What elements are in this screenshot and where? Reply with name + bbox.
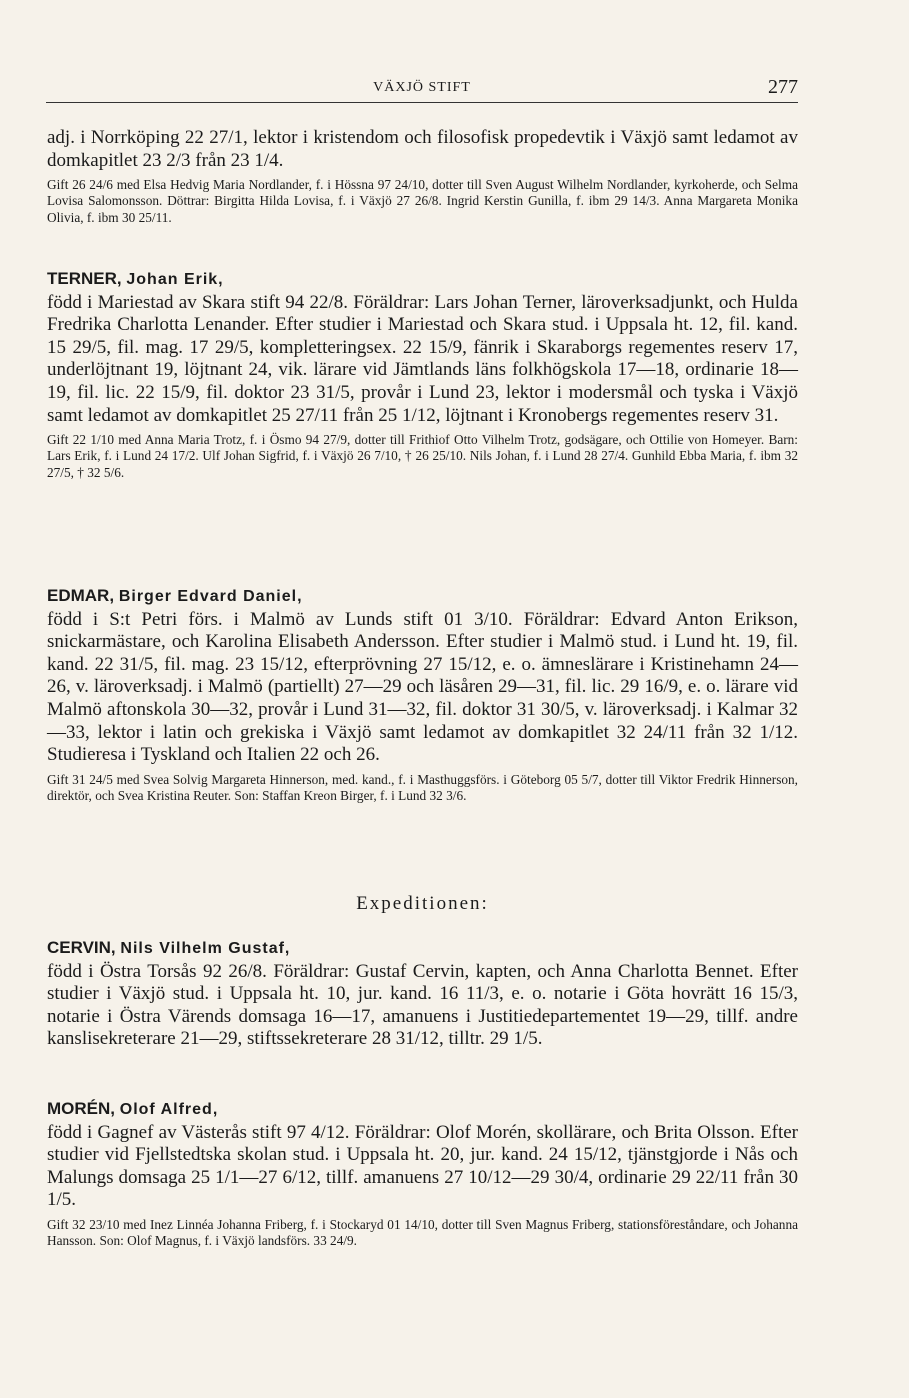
entry-biography: född i Östra Torsås 92 26/8. Föräldrar: Gustaf Cervin, kapten, och Anna Charlotta Bennet. Efter studier i Växjö stud. i Uppsala ht. 10, jur. kand. 16 11/3, e. o. notarie i Göta hovrätt 16 15/3, notarie i Östra Värends domsaga 16—17, amanuens i Justitiedepartementet 19—29, tillf. andre kanslisekreterare 21—29, stiftssekreterare 28 31/12, tilltr. 29 1/5. (47, 960, 798, 1050)
entry-surname: CERVIN, (47, 938, 116, 957)
entry-family: Gift 32 23/10 med Inez Linnéa Johanna Friberg, f. i Stockaryd 01 14/10, dotter till Sven Magnus Friberg, stationsföreståndare, och Johanna Hansson. Son: Olof Magnus, f. i Växjö landsförs. 33 24/9. (47, 1216, 798, 1249)
entry-biography: född i Mariestad av Skara stift 94 22/8. Föräldrar: Lars Johan Terner, läroverksadjunkt, och Hulda Fredrika Charlotta Lenander. Efter studier i Mariestad och Skara stud. i Uppsala ht. 12, fil. kand. 15 29/5, fil. mag. 17 29/5, kompletteringsex. 22 15/9, fänrik i Skaraborgs regementes reserv 17, underlöjtnant 19, löjtnant 24, vik. lärare vid Jämtlands läns folkhögskola 17—18, ordinarie 18—19, fil. lic. 22 15/9, fil. doktor 23 31/5, provår i Lund 23, lektor i modersmål och tyska i Växjö samt ledamot av domkapitlet 25 27/11 från 25 1/12, löjtnant i Kronobergs regementes reserv 31. (47, 291, 798, 426)
entry-name (47, 1098, 798, 1122)
entry-family: Gift 31 24/5 med Svea Solvig Margareta Hinnerson, med. kand., f. i Masthuggsförs. i Göteborg 05 5/7, dotter till Viktor Fredrik Hinnerson, direktör, och Svea Kristina Reuter. Son: Staffan Kreon Birger, f. i Lund 32 3/6. (47, 771, 798, 804)
entry-surname: MORÉN, (47, 1099, 115, 1118)
continued-biography: adj. i Norrköping 22 27/1, lektor i kristendom och filosofisk propedevtik i Växjö samt ledamot av domkapitlet 23 2/3 från 23 1/4. (47, 127, 798, 171)
entry-given-names: Birger Edvard Daniel, (118, 588, 303, 605)
entry-terner (47, 268, 798, 481)
entry-moren (47, 1098, 798, 1250)
page-header (46, 70, 798, 103)
entry-surname: EDMAR, (47, 586, 115, 605)
entry-biography: född i Gagnef av Västerås stift 97 4/12. Föräldrar: Olof Morén, skollärare, och Brita Olsson. Efter studier vid Fjellstedtska skolan stud. i Uppsala ht. 20, jur. kand. 24 15/12, tjänstgjorde i Nås och Malungs domsaga 25 1/1—27 6/12, tillf. amanuens 27 10/12—29 30/4, ordinarie 29 22/11 från 30 1/5. (47, 1121, 798, 1211)
entry-family: Gift 22 1/10 med Anna Maria Trotz, f. i Ösmo 94 27/9, dotter till Frithiof Otto Vilhelm Trotz, godsägare, och Ottilie von Homeyer. Barn: Lars Erik, f. i Lund 24 17/2. Ulf Johan Sigfrid, f. i Växjö 26 7/10, † 26 25/10. Nils Johan, f. i Lund 28 27/4. Gunhild Ebba Maria, f. ibm 32 27/5, † 32 5/6. (47, 432, 798, 480)
continued-entry (47, 127, 798, 226)
section-heading: Expeditionen: (356, 893, 489, 914)
entry-name (47, 937, 798, 961)
continued-family: Gift 26 24/6 med Elsa Hedvig Maria Nordlander, f. i Hössna 97 24/10, dotter till Sven August Wilhelm Nordlander, kyrkoherde, och Selma Lovisa Salomonsson. Döttrar: Birgitta Hilda Lovisa, f. i Växjö 27 26/8. Ingrid Kerstin Gunilla, f. ibm 29 14/3. Anna Margareta Monika Olivia, f. ibm 30 25/11. (47, 177, 798, 225)
entry-cervin (47, 937, 798, 1051)
entry-name (47, 268, 798, 292)
entry-given-names: Johan Erik, (126, 271, 224, 288)
page-number: 277 (768, 76, 798, 98)
entry-biography: född i S:t Petri förs. i Malmö av Lunds stift 01 3/10. Föräldrar: Edvard Anton Erikson, snickarmästare, och Karolina Elisabeth Andersson. Efter studier i Malmö stud. i Lund ht. 19, fil. kand. 22 31/5, fil. mag. 23 15/12, efterprövning 27 15/12, e. o. ämneslärare i Kristinehamn 24—26, v. läroverksadj. i Malmö (partiellt) 27—29 och läsåren 29—31, fil. lic. 29 16/9, e. o. lärare vid Malmö aftonskola 30—32, provår i Lund 31—32, fil. doktor 31 30/5, v. läroverksadj. i Kalmar 32—33, lektor i latin och grekiska i Växjö samt ledamot av domkapitlet 32 24/11 från 32 1/12. Studieresa i Tyskland och Italien 22 och 26. (47, 608, 798, 766)
entry-surname: TERNER, (47, 269, 122, 288)
entry-edmar (47, 585, 798, 804)
entry-name (47, 585, 798, 609)
running-title: VÄXJÖ STIFT (373, 80, 471, 95)
entry-given-names: Olof Alfred, (119, 1101, 219, 1118)
entry-given-names: Nils Vilhelm Gustaf, (120, 940, 291, 957)
